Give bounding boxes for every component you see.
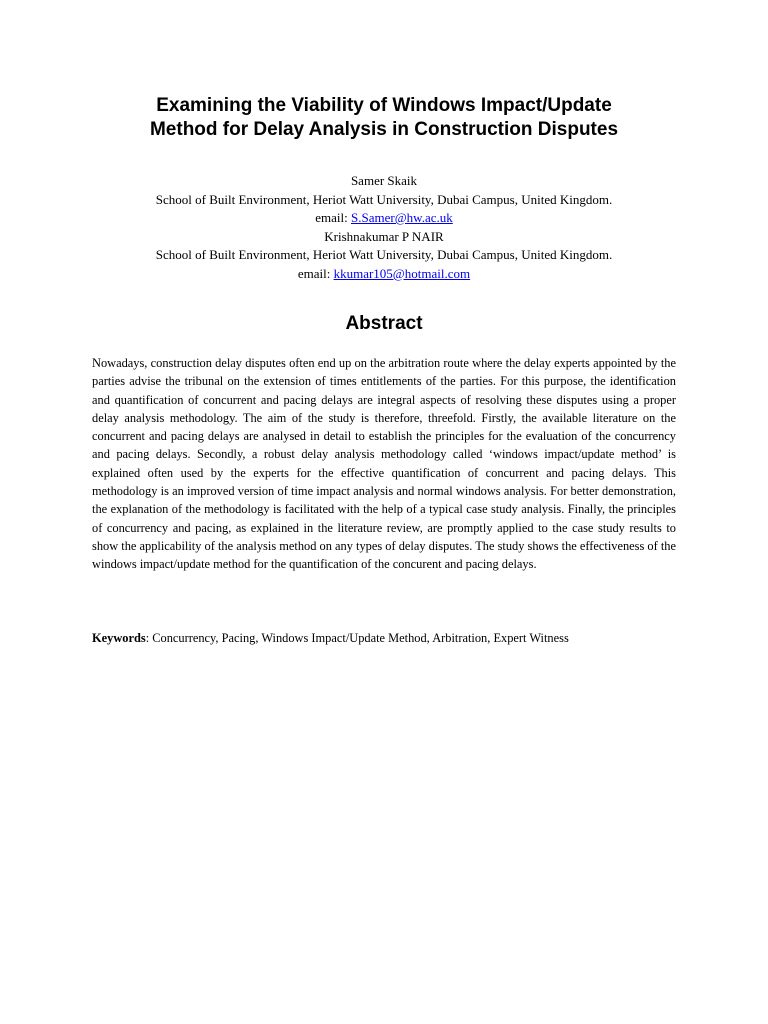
author-1-affiliation: School of Built Environment, Heriot Watt University, Dubai Campus, United Kingdom.: [155, 191, 613, 207]
author-1-email-line: [60, 209, 708, 228]
author-2-email-link[interactable]: kkumar105@hotmail.com: [333, 265, 471, 281]
paper-title-line-2: Method for Delay Analysis in Construction Disputes: [149, 119, 619, 140]
keywords-label: Keywords: [92, 631, 146, 645]
abstract-heading: Abstract: [345, 313, 423, 334]
keywords-list: : Concurrency, Pacing, Windows Impact/Update Method, Arbitration, Expert Witness: [145, 631, 569, 645]
abstract-body: Nowadays, construction delay disputes often end up on the arbitration route where the delay experts appointed by the parties advise the tribunal on the extension of times entitlements of the parties. For this purpose, the identification and quantification of concurrent and pacing delays are integral aspects of resolving these disputes using a proper delay analysis methodology. The aim of the study is therefore, threefold. Firstly, the available literature on the concurrent and pacing delays are analysed in detail to establish the principles for the evaluation of the concurrency and pacing delays. Secondly, a robust delay analysis methodology called ‘windows impact/update method’ is explained often used by the experts for the effective quantification of concurrent and pacing delays. This methodology is an improved version of time impact analysis and normal windows analysis. For better demonstration, the explanation of the methodology is facilitated with the help of a typical case study analysis. Finally, the principles of concurrency and pacing, as explained in the literature review, are promptly applied to the case study results to show the applicability of the analysis method on any types of delay disputes. The study shows the effectiveness of the windows impact/update method for the quantification of the concurent and pacing delays.: [92, 356, 676, 572]
author-2-name: Krishnakumar P NAIR: [324, 228, 444, 244]
author-1-name: Samer Skaik: [350, 173, 418, 188]
paper-title-line-1: Examining the Viability of Windows Impact/Update: [156, 95, 612, 116]
author-1-email-link[interactable]: S.Samer@hw.ac.uk: [351, 210, 453, 225]
author-2-affiliation: School of Built Environment, Heriot Watt University, Dubai Campus, United Kingdom.: [155, 247, 613, 262]
paper-title: [60, 94, 708, 142]
author-2-email-line: [60, 265, 708, 284]
author-block: [60, 172, 708, 283]
keywords-line: [92, 629, 676, 647]
author-1-email-label: email:: [315, 210, 348, 225]
author-2-email-label: email:: [297, 265, 331, 281]
